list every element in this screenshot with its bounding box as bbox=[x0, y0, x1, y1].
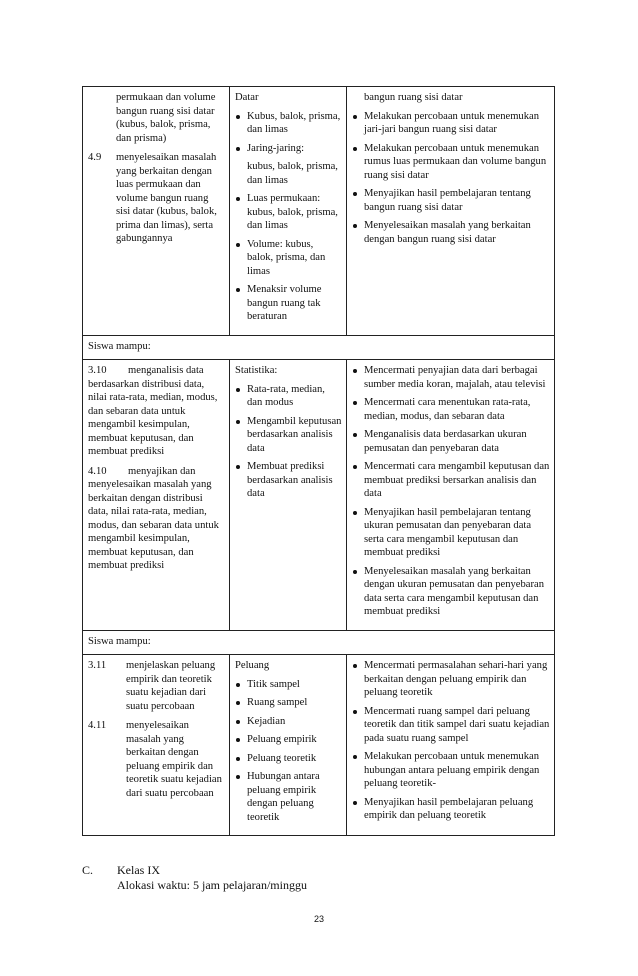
kd-text: menyelesaikan masalah yang berkaitan dengan luas permukaan dan volume bangun ruang sisi datar (kubus, balok, prima dan limas), serta gabungannya bbox=[116, 152, 217, 244]
bullet-icon bbox=[235, 733, 247, 747]
kegiatan-item bbox=[352, 364, 550, 391]
bullet-icon bbox=[235, 142, 247, 156]
materi-text: Ruang sampel bbox=[247, 697, 308, 708]
materi-item bbox=[235, 460, 342, 501]
materi-text: Menaksir volume bangun ruang tak beraturan bbox=[247, 284, 322, 322]
bullet-icon bbox=[235, 715, 247, 729]
row-header-cell bbox=[83, 335, 555, 360]
kegiatan-list bbox=[352, 659, 550, 823]
kegiatan-text: Melakukan percobaan untuk menemukan rumus luas permukaan dan volume bangun ruang sisi datar bbox=[364, 142, 547, 181]
bullet-icon bbox=[352, 705, 364, 746]
bullet-icon bbox=[352, 565, 364, 619]
bullet-icon bbox=[352, 187, 364, 214]
kd-text: menjelaskan peluang empirik dan teoretik suatu kejadian dari suatu percobaan bbox=[126, 660, 216, 712]
materi-subitem: kubus, balok, prisma, dan limas bbox=[247, 161, 338, 186]
kompetensi-cell bbox=[83, 360, 230, 631]
materi-list bbox=[235, 383, 342, 501]
section-subtitle: Alokasi waktu: 5 jam pelajaran/minggu bbox=[117, 878, 307, 892]
bullet-icon bbox=[235, 110, 247, 137]
kd-number: 4.10 bbox=[88, 465, 107, 477]
materi-text: Kubus, balok, prisma, dan limas bbox=[247, 110, 341, 135]
materi-item bbox=[235, 238, 342, 279]
bullet-icon bbox=[235, 770, 247, 824]
materi-item bbox=[235, 733, 342, 747]
kd-text: menyajikan dan menyelesaikan masalah yang berkaitan dengan distribusi data, nilai rata-rata, median, modus, dan sebaran data untuk mengambil kesimpulan, membuat keputusan, dan membuat prediksi bbox=[88, 465, 219, 571]
table-row-header bbox=[83, 630, 555, 655]
kd-item bbox=[88, 719, 225, 800]
kegiatan-text: Mencermati penyajian data dari berbagai sumber media koran, majalah, atau televisi bbox=[364, 365, 546, 390]
curriculum-table bbox=[82, 86, 555, 836]
bullet-icon bbox=[352, 219, 364, 246]
kd-item bbox=[88, 364, 225, 459]
kegiatan-cell bbox=[347, 87, 555, 336]
kegiatan-text: Menyajikan hasil pembelajaran tentang ukuran pemusatan dan penyebaran data serta cara mengambil keputusan dan membuat prediksi bbox=[364, 506, 532, 558]
materi-text: Membuat prediksi berdasarkan analisis data bbox=[247, 461, 333, 499]
bullet-icon bbox=[352, 364, 364, 391]
kegiatan-item bbox=[352, 396, 550, 423]
kd-number: 4.11 bbox=[88, 720, 107, 731]
materi-title: Statistika: bbox=[235, 365, 278, 376]
kd-number-spacer bbox=[88, 91, 116, 145]
table-row-header bbox=[83, 335, 555, 360]
kegiatan-item bbox=[352, 460, 550, 501]
kd-text: menyelesaikan masalah yang berkaitan dengan peluang empirik dan teoretik suatu kejadian dari suatu percobaan bbox=[126, 720, 222, 799]
materi-text: Jaring-jaring: bbox=[247, 142, 305, 154]
kegiatan-list bbox=[352, 110, 550, 247]
table-row bbox=[83, 360, 555, 631]
page-number: 23 bbox=[313, 914, 324, 924]
kd-item bbox=[88, 659, 225, 713]
row-header-text: Siswa mampu: bbox=[88, 340, 151, 352]
kegiatan-text: Menganalisis data berdasarkan ukuran pemusatan dan penyebaran data bbox=[364, 429, 527, 454]
bullet-icon bbox=[235, 696, 247, 710]
materi-item bbox=[235, 678, 342, 692]
section-kelas-ix bbox=[82, 863, 307, 893]
materi-item bbox=[235, 283, 342, 324]
section-label: C. bbox=[82, 863, 94, 877]
materi-item bbox=[235, 752, 342, 766]
bullet-icon bbox=[352, 796, 364, 823]
materi-text: Kejadian bbox=[247, 715, 286, 727]
materi-cell bbox=[230, 655, 347, 836]
kegiatan-cell bbox=[347, 360, 555, 631]
materi-cell bbox=[230, 87, 347, 336]
materi-text: Volume: kubus, balok, prisma, dan limas bbox=[247, 238, 326, 277]
kegiatan-text: Menyajikan hasil pembelajaran peluang empirik dan peluang teoretik bbox=[364, 796, 534, 821]
kompetensi-cell bbox=[83, 87, 230, 336]
kd-continuation bbox=[88, 91, 225, 145]
materi-text: Rata-rata, median, dan modus bbox=[247, 383, 325, 408]
materi-item bbox=[235, 192, 342, 233]
bullet-icon bbox=[352, 506, 364, 560]
kegiatan-text: Melakukan percobaan untuk menemukan hubungan antara peluang empirik dengan peluang teoretik- bbox=[364, 751, 540, 789]
materi-text: Peluang empirik bbox=[247, 734, 317, 745]
bullet-icon bbox=[235, 460, 247, 501]
bullet-icon bbox=[235, 678, 247, 692]
table-row bbox=[83, 87, 555, 336]
table-row bbox=[83, 655, 555, 836]
kegiatan-cell bbox=[347, 655, 555, 836]
materi-item bbox=[235, 142, 342, 156]
kegiatan-item bbox=[352, 187, 550, 214]
kompetensi-cell bbox=[83, 655, 230, 836]
kegiatan-text: Mencermati permasalahan sehari-hari yang berkaitan dengan peluang empirik dan peluang teoretik bbox=[364, 660, 548, 698]
kegiatan-text: Menyelesaikan masalah yang berkaitan dengan ukuran pemusatan dan penyebaran data serta cara mengambil keputusan dan membuat prediksi bbox=[364, 565, 545, 617]
materi-text: Peluang teoretik bbox=[247, 752, 317, 764]
kegiatan-text: Melakukan percobaan untuk menemukan jari-jari bangun ruang sisi datar bbox=[364, 110, 540, 135]
materi-title: Datar bbox=[235, 92, 259, 103]
bullet-icon bbox=[235, 415, 247, 456]
kegiatan-text: Mencermati ruang sampel dari peluang teoretik dan titik sampel dari suatu kejadian pada suatu ruang sampel bbox=[364, 705, 550, 744]
kd-number: 4.9 bbox=[88, 152, 102, 163]
row-header-cell bbox=[83, 630, 555, 655]
materi-text: Titik sampel bbox=[247, 678, 300, 690]
materi-item bbox=[235, 696, 342, 710]
materi-text: Hubungan antara peluang empirik dengan peluang teoretik bbox=[247, 771, 320, 823]
bullet-icon bbox=[235, 752, 247, 766]
materi-item bbox=[235, 415, 342, 456]
kegiatan-text: Mencermati cara menentukan rata-rata, median, modus, dan sebaran data bbox=[364, 397, 531, 422]
kd-item bbox=[88, 465, 225, 573]
bullet-icon bbox=[352, 460, 364, 501]
kegiatan-text: Menyajikan hasil pembelajaran tentang bangun ruang sisi datar bbox=[364, 188, 531, 213]
kd-continuation-text: permukaan dan volume bangun ruang sisi datar (kubus, balok, prisma, dan prisma) bbox=[116, 92, 216, 144]
row-header-text: Siswa mampu: bbox=[88, 635, 151, 647]
kegiatan-item bbox=[352, 142, 550, 183]
kegiatan-item bbox=[352, 796, 550, 823]
materi-item bbox=[235, 715, 342, 729]
materi-text: Luas permukaan: kubus, balok, prisma, dan limas bbox=[247, 193, 338, 231]
bullet-icon bbox=[235, 383, 247, 410]
bullet-icon bbox=[352, 750, 364, 791]
materi-title: Peluang bbox=[235, 660, 270, 671]
bullet-icon bbox=[235, 283, 247, 324]
kegiatan-text: Menyelesaikan masalah yang berkaitan dengan bangun ruang sisi datar bbox=[364, 220, 531, 245]
kegiatan-text: Mencermati cara mengambil keputusan dan membuat prediksi bersarkan analisis dan data bbox=[364, 461, 550, 499]
bullet-icon bbox=[352, 110, 364, 137]
materi-item bbox=[235, 770, 342, 824]
kegiatan-list bbox=[352, 364, 550, 619]
bullet-icon bbox=[235, 192, 247, 233]
materi-item bbox=[235, 110, 342, 137]
materi-list bbox=[235, 678, 342, 825]
kd-number: 3.11 bbox=[88, 660, 107, 671]
bullet-icon bbox=[235, 238, 247, 279]
kegiatan-item bbox=[352, 219, 550, 246]
kegiatan-item bbox=[352, 506, 550, 560]
kegiatan-item bbox=[352, 659, 550, 700]
kd-item bbox=[88, 151, 225, 246]
kegiatan-item bbox=[352, 705, 550, 746]
kegiatan-item bbox=[352, 110, 550, 137]
materi-cell bbox=[230, 360, 347, 631]
materi-text: Mengambil keputusan berdasarkan analisis data bbox=[247, 415, 342, 454]
bullet-icon bbox=[352, 142, 364, 183]
kegiatan-continuation: bangun ruang sisi datar bbox=[364, 92, 463, 103]
kegiatan-item bbox=[352, 565, 550, 619]
materi-list bbox=[235, 110, 342, 324]
bullet-icon bbox=[352, 396, 364, 423]
kegiatan-item bbox=[352, 428, 550, 455]
kd-text: menganalisis data berdasarkan distribusi data, nilai rata-rata, median, modus, dan sebaran data untuk mengambil kesimpulan, membuat keputusan, dan membuat prediksi bbox=[88, 365, 218, 457]
bullet-icon bbox=[352, 659, 364, 700]
materi-item bbox=[235, 383, 342, 410]
kd-number: 3.10 bbox=[88, 365, 107, 376]
section-title: Kelas IX bbox=[117, 863, 160, 877]
kegiatan-item bbox=[352, 750, 550, 791]
bullet-icon bbox=[352, 428, 364, 455]
